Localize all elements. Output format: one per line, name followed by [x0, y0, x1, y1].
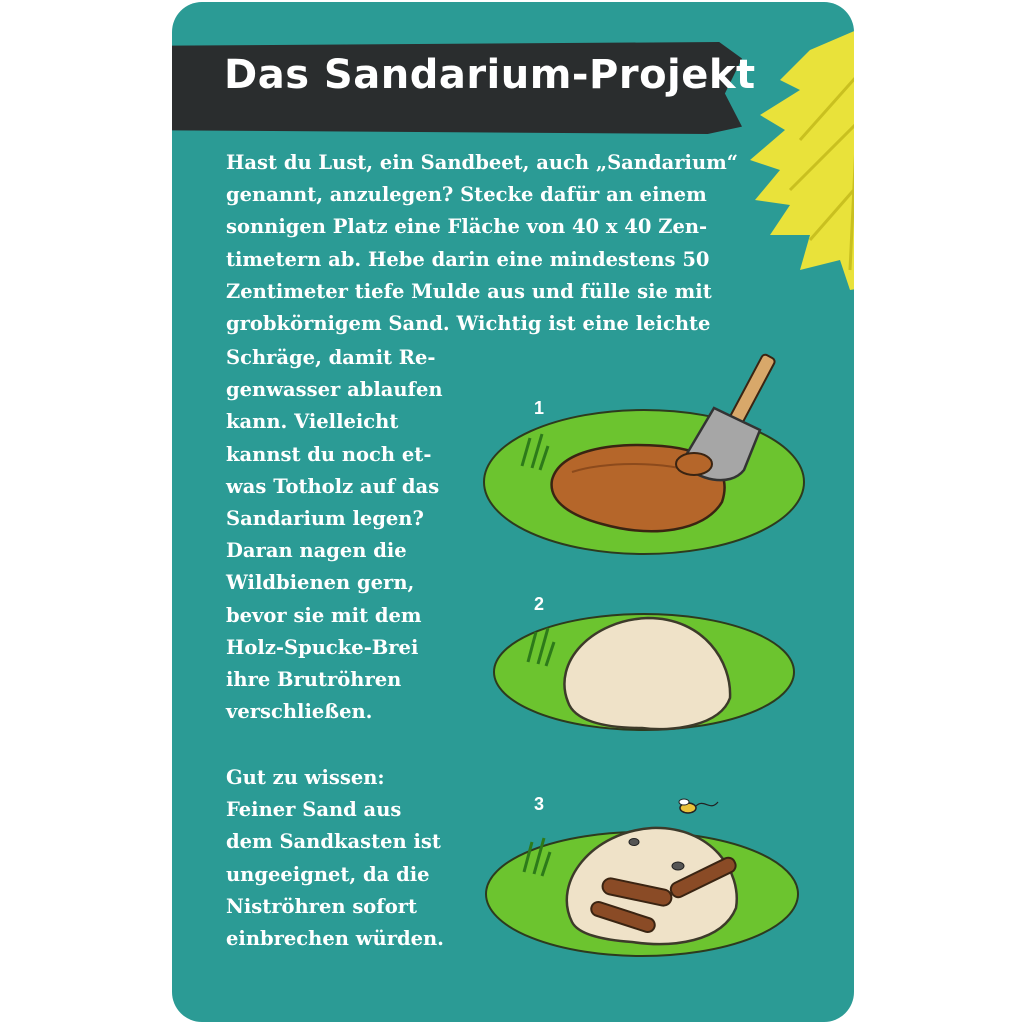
good-to-know-line: Feiner Sand aus	[226, 798, 402, 822]
column-line: verschließen.	[226, 700, 373, 724]
column-line: kann. Vielleicht	[226, 410, 399, 434]
good-to-know-box	[226, 762, 476, 955]
intro-line: timetern ab. Hebe darin eine mindestens 50	[226, 247, 710, 271]
column-line: Sandarium legen?	[226, 507, 424, 531]
intro-line: Hast du Lust, ein Sandbeet, auch „Sandarium“	[226, 151, 738, 174]
intro-line: genannt, anzulegen? Stecke dafür an einem	[226, 183, 707, 207]
step-number-2: 2	[534, 594, 545, 614]
intro-line: grobkörnigem Sand. Wichtig ist eine leichte	[226, 312, 711, 336]
card	[172, 2, 854, 1022]
good-to-know-line: ungeeignet, da die	[226, 862, 430, 886]
column-line: Wildbienen gern,	[226, 571, 415, 595]
good-to-know-line: Niströhren sofort	[226, 894, 417, 918]
good-to-know-line: einbrechen würden.	[226, 927, 444, 951]
column-line: bevor sie mit dem	[226, 603, 422, 627]
column-line: Holz-Spucke-Brei	[226, 635, 419, 659]
page-title: Das Sandarium-Projekt	[224, 52, 756, 98]
good-to-know-title: Gut zu wissen:	[226, 766, 385, 789]
illustration-sand-mound	[482, 602, 812, 752]
step-number-1: 1	[534, 398, 545, 418]
column-line: genwasser ablaufen	[226, 378, 443, 402]
column-line: was Totholz auf das	[226, 474, 440, 498]
intro-paragraph	[226, 147, 786, 340]
good-to-know-line: dem Sandkasten ist	[226, 830, 441, 854]
column-line: Daran nagen die	[226, 539, 407, 563]
intro-line: Zentimeter tiefe Mulde aus und fülle sie mit	[226, 279, 712, 303]
column-line: Schräge, damit Re-	[226, 346, 436, 369]
column-line: ihre Brutröhren	[226, 668, 402, 692]
step-number-3: 3	[534, 794, 545, 814]
column-paragraph	[226, 342, 476, 728]
illustration-sandarium-deadwood	[482, 792, 812, 972]
intro-line: sonnigen Platz eine Fläche von 40 x 40 Zen-	[226, 215, 708, 239]
column-line: kannst du noch et-	[226, 442, 432, 466]
illustration-dig-hole	[482, 342, 812, 562]
